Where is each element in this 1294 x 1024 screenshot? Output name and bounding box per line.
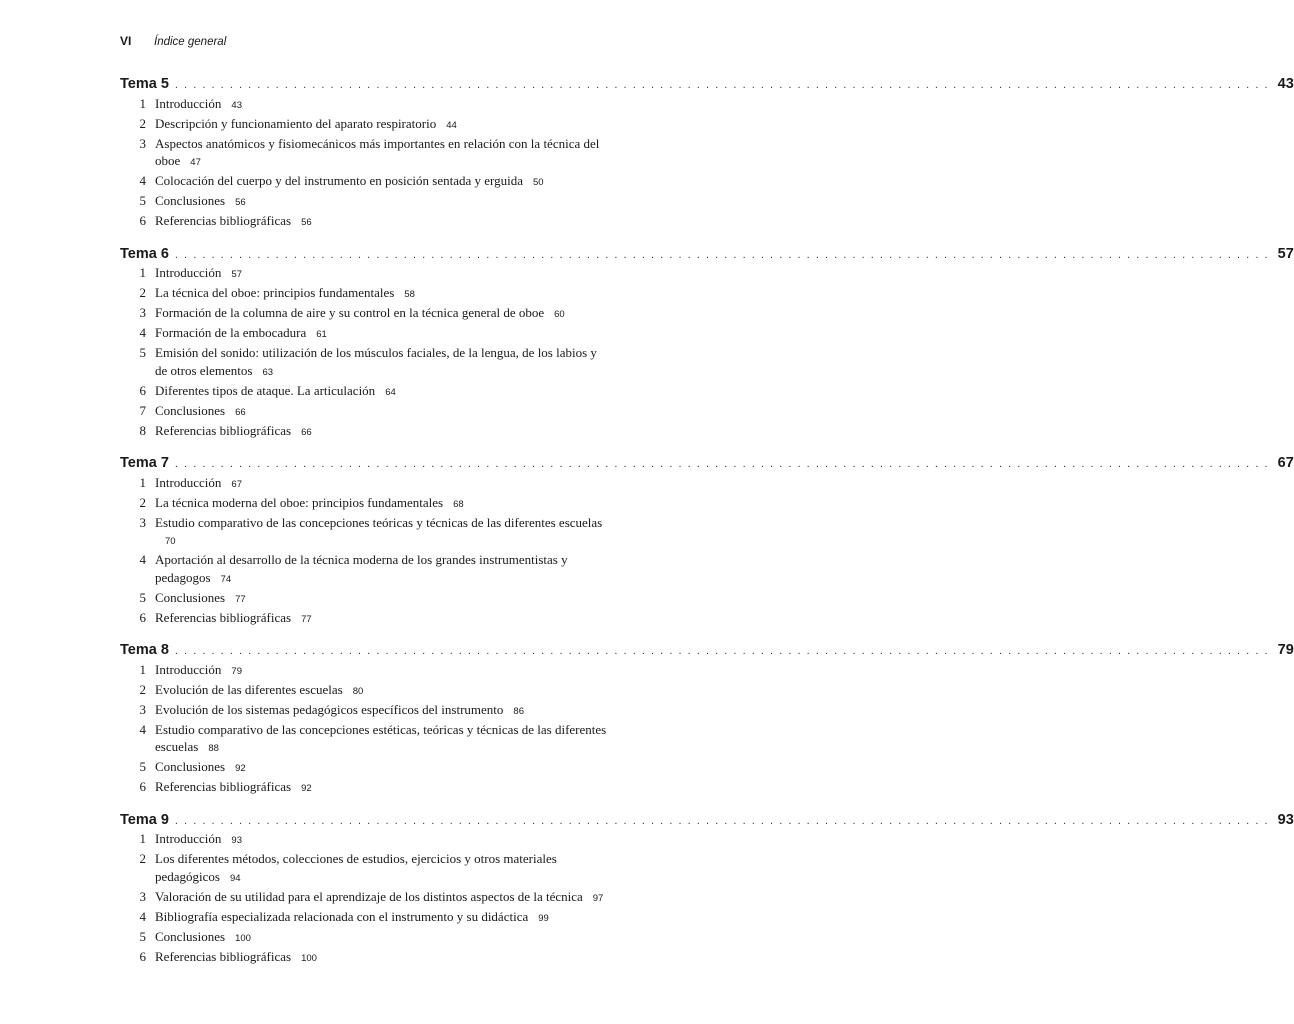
entry-number: 2	[139, 494, 146, 510]
section-title: Tema 5	[120, 76, 169, 92]
entry-title: Introducción	[155, 474, 222, 490]
entry-title: Descripción y funcionamiento del aparato respiratorio	[155, 115, 437, 131]
entry-text-wrap	[155, 721, 632, 758]
entry-title: Emisión del sonido: utilización de los músculos faciales, de la lengua, de los labios y de otros elementos	[155, 345, 597, 378]
entry-number: 6	[139, 382, 146, 398]
entry-text-wrap	[155, 758, 632, 778]
entry-title: Estudio comparativo de las concepciones teóricas y técnicas de las diferentes escuelas	[155, 514, 603, 530]
entry-number: 1	[139, 831, 146, 846]
toc-section-heading[interactable]	[120, 641, 1294, 660]
entry-number: 2	[139, 681, 146, 697]
section-title: Tema 9	[120, 811, 169, 828]
toc-entry[interactable]	[120, 948, 632, 968]
entry-text-wrap	[155, 192, 632, 212]
entry-page-number: 66	[301, 426, 312, 438]
entry-number: 6	[139, 948, 146, 964]
entry-page-number: 68	[453, 498, 464, 510]
entry-page-number: 77	[301, 613, 312, 625]
toc-entry[interactable]	[120, 494, 632, 514]
entry-page-number: 86	[513, 705, 524, 717]
entry-number: 4	[139, 173, 146, 188]
toc-entry[interactable]	[120, 135, 632, 172]
entry-text-wrap	[155, 778, 632, 798]
entry-text-wrap	[155, 681, 632, 701]
entry-page-number: 43	[231, 99, 242, 111]
toc-section	[120, 641, 1294, 798]
entry-page-number: 97	[592, 892, 604, 904]
entry-number: 5	[139, 345, 146, 360]
section-title: Tema 6	[120, 245, 169, 262]
entry-page-number: 47	[190, 157, 201, 168]
toc-entry[interactable]	[120, 721, 632, 758]
entry-text-wrap	[155, 135, 632, 172]
entry-page-number: 92	[235, 763, 246, 774]
toc-entry[interactable]	[120, 172, 632, 192]
entry-page-number: 66	[235, 406, 246, 418]
entry-page-number: 70	[165, 536, 176, 547]
entry-page-number: 77	[235, 593, 246, 605]
section-title: Tema 8	[120, 642, 169, 658]
entry-text-wrap	[155, 609, 632, 629]
toc-entry[interactable]	[120, 382, 632, 402]
entry-page-number: 58	[404, 289, 415, 300]
entry-number: 4	[139, 908, 146, 924]
entry-text-wrap	[155, 551, 632, 588]
entry-number: 4	[139, 325, 146, 340]
entry-number: 5	[139, 928, 146, 944]
entry-text-wrap	[155, 888, 632, 908]
entry-title: Referencias bibliográficas	[155, 779, 292, 794]
entry-page-number: 56	[235, 197, 246, 208]
entry-text-wrap	[155, 948, 632, 968]
entry-number: 3	[139, 888, 146, 904]
entry-number: 1	[139, 474, 146, 490]
entry-text-wrap	[155, 661, 632, 681]
toc-entry[interactable]	[120, 324, 632, 344]
entry-title: Formación de la embocadura	[155, 325, 307, 340]
entry-title: Conclusiones	[155, 402, 226, 418]
entry-title: Introducción	[155, 265, 222, 280]
entry-number: 7	[139, 402, 146, 418]
toc-entry[interactable]	[120, 551, 632, 588]
entry-title: Introducción	[155, 95, 222, 111]
entry-page-number: 79	[231, 665, 242, 677]
entry-number: 4	[139, 552, 146, 567]
section-title: Tema 7	[120, 455, 169, 471]
entry-title: La técnica moderna del oboe: principios fundamentales	[155, 494, 444, 510]
entry-page-number: 74	[220, 573, 232, 585]
entry-text-wrap	[155, 264, 632, 284]
section-page-number: 79	[1277, 642, 1294, 658]
entry-title: Estudio comparativo de las concepciones estéticas, teóricas y técnicas de las diferentes escuelas	[155, 721, 607, 754]
entry-title: Evolución de los sistemas pedagógicos específicos del instrumento	[155, 701, 504, 717]
entry-number: 2	[139, 115, 146, 131]
section-page-number: 67	[1277, 455, 1294, 471]
entry-number: 1	[139, 95, 146, 111]
entry-page-number: 64	[385, 386, 396, 398]
dot-leader: ........................................................................................................................	[174, 814, 1274, 827]
entry-title: Valoración de su utilidad para el aprendizaje de los distintos aspectos de la técnica	[155, 888, 583, 904]
entry-text-wrap	[155, 402, 632, 422]
entry-title: Bibliografía especializada relacionada con el instrumento y su didáctica	[155, 908, 529, 924]
toc-section	[120, 245, 1294, 442]
dot-leader: ........................................................................................................................	[174, 645, 1274, 657]
toc-entry[interactable]	[120, 264, 632, 284]
entry-number: 5	[139, 193, 146, 208]
toc-entry[interactable]	[120, 95, 632, 115]
toc-entry[interactable]	[120, 701, 632, 721]
entry-number: 8	[139, 422, 146, 438]
entry-page-number: 57	[231, 269, 242, 280]
toc-section-heading[interactable]	[120, 454, 1294, 473]
running-title: Índice general	[154, 36, 227, 48]
toc-entry[interactable]	[120, 402, 632, 422]
entry-title: Conclusiones	[155, 928, 226, 944]
toc-entry[interactable]	[120, 344, 632, 381]
entry-number: 3	[139, 701, 146, 717]
entry-title: Conclusiones	[155, 193, 226, 208]
entry-text-wrap	[155, 850, 632, 887]
entry-number: 5	[139, 759, 146, 774]
entry-page-number: 88	[208, 743, 219, 754]
entry-text-wrap	[155, 494, 632, 514]
entry-page-number: 50	[533, 177, 544, 188]
entry-page-number: 100	[235, 932, 251, 944]
toc-section-heading[interactable]	[120, 811, 1294, 830]
section-page-number: 43	[1277, 76, 1294, 92]
entry-number: 3	[139, 135, 146, 151]
entry-title: Referencias bibliográficas	[155, 213, 292, 228]
entry-text-wrap	[155, 115, 632, 135]
toc-entry[interactable]	[120, 830, 632, 850]
entry-text-wrap	[155, 422, 632, 442]
entry-page-number: 56	[301, 217, 312, 228]
entry-page-number: 80	[352, 685, 364, 697]
entry-page-number: 99	[538, 912, 549, 924]
toc-entry[interactable]	[120, 681, 632, 701]
entry-title: Introducción	[155, 661, 222, 677]
entry-title: Referencias bibliográficas	[155, 422, 292, 438]
dot-leader: ........................................................................................................................	[174, 79, 1274, 91]
entry-page-number: 100	[301, 952, 317, 964]
entry-text-wrap	[155, 701, 632, 721]
entry-text-wrap	[155, 344, 632, 381]
entry-text-wrap	[155, 382, 632, 402]
toc-entry[interactable]	[120, 888, 632, 908]
toc-entry[interactable]	[120, 778, 632, 798]
entry-text-wrap	[155, 514, 632, 551]
entry-number: 1	[139, 661, 146, 677]
toc-entry[interactable]	[120, 609, 632, 629]
entry-text-wrap	[155, 284, 632, 304]
dot-leader: ........................................................................................................................	[174, 248, 1274, 261]
entry-number: 4	[139, 721, 146, 737]
entry-text-wrap	[155, 830, 632, 850]
entry-page-number: 63	[262, 366, 274, 378]
section-page-number: 57	[1277, 245, 1294, 262]
toc-section	[120, 454, 1294, 628]
page-number: VI	[120, 34, 132, 48]
entry-number: 6	[139, 609, 146, 625]
entry-title: Evolución de las diferentes escuelas	[155, 681, 343, 697]
running-header	[120, 34, 226, 48]
entry-text-wrap	[155, 324, 632, 344]
entry-text-wrap	[155, 474, 632, 494]
entry-page-number: 61	[316, 329, 327, 340]
entry-title: Conclusiones	[155, 759, 226, 774]
toc-entry[interactable]	[120, 928, 632, 948]
entry-page-number: 93	[231, 835, 242, 846]
entry-page-number: 67	[231, 478, 242, 490]
toc-entry[interactable]	[120, 514, 632, 551]
entry-page-number: 94	[229, 872, 241, 884]
entry-number: 2	[139, 285, 146, 300]
toc-entry[interactable]	[120, 284, 632, 304]
toc-entry[interactable]	[120, 589, 632, 609]
entry-title: Referencias bibliográficas	[155, 948, 292, 964]
entry-title: Aportación al desarrollo de la técnica moderna de los grandes instrumentistas y pedagogos	[155, 552, 568, 585]
entry-title: Aspectos anatómicos y fisiomecánicos más importantes en relación con la técnica del oboe	[155, 135, 600, 168]
toc-entry[interactable]	[120, 758, 632, 778]
entry-title: Conclusiones	[155, 589, 226, 605]
toc-section-heading[interactable]	[120, 75, 1294, 94]
entry-number: 6	[139, 779, 146, 794]
toc-entry[interactable]	[120, 908, 632, 928]
table-of-contents	[120, 75, 1294, 980]
entry-title: Los diferentes métodos, colecciones de estudios, ejercicios y otros materiales pedagógicos	[155, 851, 557, 884]
entry-text-wrap	[155, 212, 632, 232]
entry-text-wrap	[155, 172, 632, 192]
toc-entry[interactable]	[120, 304, 632, 324]
toc-section-heading[interactable]	[120, 245, 1294, 264]
toc-section	[120, 811, 1294, 968]
entry-title: Introducción	[155, 831, 222, 846]
entry-page-number: 60	[554, 309, 565, 320]
section-page-number: 93	[1277, 811, 1294, 828]
toc-entry[interactable]	[120, 115, 632, 135]
toc-entry[interactable]	[120, 422, 632, 442]
entry-page-number: 44	[446, 119, 457, 131]
entry-title: Referencias bibliográficas	[155, 609, 292, 625]
entry-title: La técnica del oboe: principios fundamentales	[155, 285, 395, 300]
toc-entry[interactable]	[120, 192, 632, 212]
toc-entry[interactable]	[120, 661, 632, 681]
entry-page-number: 92	[301, 783, 312, 794]
entry-title: Colocación del cuerpo y del instrumento en posición sentada y erguida	[155, 173, 523, 188]
entry-number: 2	[139, 851, 146, 866]
dot-leader: ........................................................................................................................	[174, 458, 1274, 470]
toc-entry[interactable]	[120, 850, 632, 887]
entry-number: 5	[139, 589, 146, 605]
entry-text-wrap	[155, 589, 632, 609]
entry-number: 3	[139, 305, 146, 320]
entry-text-wrap	[155, 95, 632, 115]
toc-entry[interactable]	[120, 474, 632, 494]
toc-section	[120, 75, 1294, 232]
entry-text-wrap	[155, 304, 632, 324]
entry-text-wrap	[155, 908, 632, 928]
entry-number: 1	[139, 265, 146, 280]
toc-entry[interactable]	[120, 212, 632, 232]
entry-title: Diferentes tipos de ataque. La articulación	[155, 382, 376, 398]
entry-number: 3	[139, 514, 146, 530]
entry-text-wrap	[155, 928, 632, 948]
entry-title: Formación de la columna de aire y su control en la técnica general de oboe	[155, 305, 545, 320]
entry-number: 6	[139, 213, 146, 228]
